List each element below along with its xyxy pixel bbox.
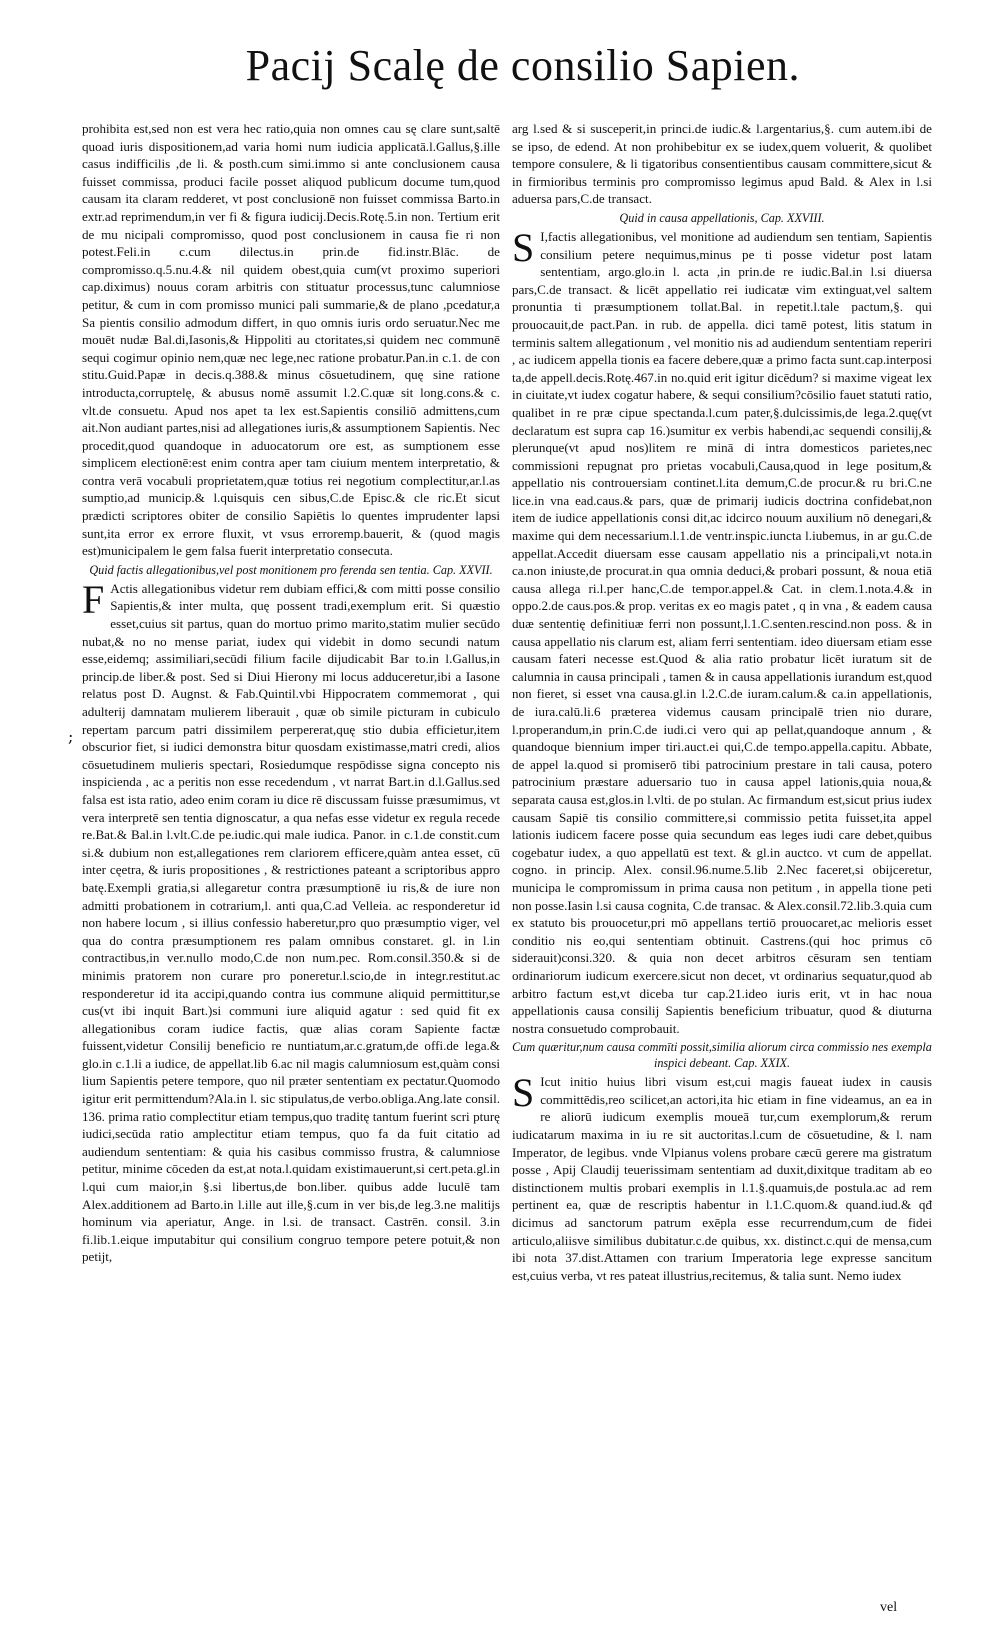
paragraph: [512, 1070, 932, 1284]
chapter-heading-text: Cum quæritur,num causa commīti possit,similia aliorum circa commissio nes exempla inspici debeant.: [512, 1040, 932, 1071]
chapter-heading-text: Quid factis allegationibus,vel post monitionem pro ferenda sen tentia.: [89, 562, 430, 577]
drop-cap: S: [512, 224, 535, 270]
chapter-number: Cap. XXVII.: [432, 562, 493, 577]
chapter-heading: [512, 210, 932, 226]
paragraph-text: Actis allegationibus videtur rem dubiam effici,& com mitti posse consilio Sapientis,& inter multa, quę possent tradi,exemplum erit. Si quæstio esset,cuius sit partus, quan do mortuo primo marito,statim mulier secūdo nubat,& no no mense pariat, iudex qui videbit in domo secundi natum esse,eidemq; assimiliari,secūdi filium facile dijudicabit Bar to.in l.Gallus,in princip.de liber.& post. Sed si Diui Hierony mi locus adduceretur,ibi a Iasone relatus post D. Augnst. & Fab.Quintil.vbi Hippocratem commemorat , qui adulterij damnatam mulierem liberauit , quæ ob simile picturam in cubiculo repertam parcum patri dissimilem perpererat,quę stio dubia efficietur,item obscurior fiet, si iudici demonstra bitur quosdam existimasse,matri credi, alios cōsuetudinem mulieris spectari, Rosiedumque respōdisse signa concepto nis inspicienda , ac a peritis non esse recedendum , vt narrat Bart.in d.l.Gallus.sed falsa est ista ratio, adeo enim coram iu dice rē discussam fuisse præsumimus, vt vera interpretē sen tentia dignoscatur, a qua nefas esse videtur ex regula recede re.Bat.& Bal.in l.vlt.C.de pe.iudic.qui male iudica. Panor. in c.1.de constit.cum si.& dubium non est,allegationes rem clariorem efficere,quàm antea esset, cū inter cęetra, & iuris propositiones , & restrictiones pateant a scriptoribus appro batę.Exempli gratia,si allegaretur contra præsumptionē iu ris,& de iure non admitti probationem in cotrarium,l. anti qua,C.ad Velleia. ac responderetur id non habere locum , si illius confessio haberetur,pro quo præsumptio viger, vel qua do contra præsumptionem res palam omnibus constaret. gl. in l.in contractibus,in ver.nullo modo,C.de non num.pec. Rom.consil.350.& si de minimis pratorem non curare pro poneretur.l.scio,de in integr.restitut.ac responderetur id ita accipi,quando contra ius commune aliquid permittitur,se cus(vt ibi inquit Bart.)si communi iure aliquid agatur : sed quid fit ex allegationibus coram iudice factis, quæ alias coram Sapiente factæ fuissent,videtur Consilij beneficio re nuntiatum,ar.c.gratum,de offi.de lega.& glo.in c.1.li a iudice, de appellat.lib 6.ac nil magis calumniosum est,quàm consi lium Sapientis petere tempore, quo nil præter sententiam ex pectatur.Quomodo igitur erit permittendum?Ala.in l. sic stipulatus,de verbo.obliga.Ang.late consil. 136. prima ratio complectitur etiam tempus,quo traditę tantum fuerint scri pturę iudici,secūda ratio amplectitur etiam tempus, quo fa da fuit citatio ad audiendum sententiam: & quia his casibus commisso frustra, & calumniose petitur, minime cōceden da est,at nota.l.quidam existimauerunt,si cert.peta.gl.in l.qui cum maior,in §.si libertus,de bon.liber. quibus adde luculē tam Alex.additionem ad Barto.in l.ille aut ille,§.cum in ver bis,de leg.3.ne malitijs hominum via aperiatur, Ange. in l.si. de transact. Castrēn. consil. 3.in fi.lib.1.eique imputabitur qui consilium congruo tempore petere potuit,& non petijt,: [82, 580, 500, 1265]
paragraph-text: Icut initio huius libri visum est,cui magis faueat iudex in causis committēdis,reo scilicet,an actori,ita hic etiam in fine videamus, an ea in re aliorū iudicum exemplis moueā tur,cum exemplorum,& rerum iudicatarum maxima in iu re sit auctoritas.l.cum de cōsuetudine, & l. nam Imperator, de legibus. vnde Vlpianus volens probare cæcū gerere ma gistratum posse , Apij Claudij teuerissimam sententiam ad duxit,dixitque traditam ab eo distinctionem multis probari exemplis in l.1.§.quamuis,de postula.ac ad rem pertinent ea, quæ de rescriptis habentur in l.1.C.quom.& quand.iud.& qđ dicimus ad sanctorum patrum exēpla esse recurrendum,cum de fidei articulo,aliisve similibus dubitatur.c.de quibus, xx. distinct.c.qui de mensa,cum ibi nota 37.dist.Attamen con trarium Imperatoria lege expresse sancitum est,cuius verba, vt res pateat illustrius,recitemus, & talia sunt. Nemo iudex: [512, 1074, 932, 1283]
chapter-number: Cap. XXVIII.: [760, 210, 825, 225]
chapter-number: Cap. XXIX.: [734, 1056, 791, 1071]
right-column: [512, 120, 932, 1284]
chapter-heading: [512, 1039, 932, 1071]
drop-cap: S: [512, 1070, 535, 1116]
paragraph: arg l.sed & si susceperit,in princi.de iudic.& l.argentarius,§. cum autem.ibi de se ipso, de edend. At non prohibebitur ex se iudex,quem voluerit, & quolibet tempore consulere, & li tigatoribus consentientibus causam committere,sicut & in firmioribus terminis pro compromisso legimus apud Bald. & Alex in l.si aduersa pars,C.de transact.: [512, 121, 932, 207]
drop-cap: F: [82, 576, 105, 622]
marginal-marker: ;: [68, 727, 74, 746]
left-column: [82, 120, 500, 1266]
paragraph: [512, 224, 932, 1037]
chapter-heading: [82, 562, 500, 578]
catchword: vel: [880, 1600, 898, 1615]
paragraph: [82, 576, 500, 1266]
paragraph: prohibita est,sed non est vera hec ratio,quia non omnes cau sę clare sunt,saltē quoad iuris dispositionem,ad varia homi num iudicia applicatā.l.Gallus,§.ille casus indifficilis ,de li. & posth.cum simi.immo si ante conclusionem causa fuisset commissa, produci facile posset aliquod publicum docume tum,quod causam ita claram redderet, vt post conclusionē non fuisset commissa Barto.in extr.ad reprimendum,in ver fi & figura iudicij.Decis.Rotę.5.in non. Tertium erit de mu nicipali compromisso, quod post conclusionem in causa fie ri non potest.Feli.in c.cum dilectus.in prin.de fid.instr.Blāc. de compromisso.q.5.nu.4.& nil quidem obest,quia cum(vt proximo superiori cap.diximus) nouus coram arbitris con stituatur processus,tunc calumniose petitur, & cum in com promisso munici pali summarie,& de plano ,pcedatur,a Sa pientis consilio admodum differt, in quo omnis iuris ordo seruatur.Nec me mouēt nudæ Bal.di,Iasonis,& Hippoliti au ctoritates,si quidem nec communē sequi cogimur opinio nem,quæ nec lege,nec ratione probatur.Pan.in c.1. de con stitu.Guid.Papæ in decis.q.388.& minus cōsuetudinem, quę sine ratione introducta,corruptelę, & abusus nomē assumit l.2.C.quæ sit long.cons.& c. vlt.de consuetu. Apud nos apet ta lex est.Sapientis consiliō admittens,cum ait.Non audiant partes,nisi ad allegationes iuris,& assumptionem Sapientis. Nec procedit,quod quandoque in aduocatorum ore est, as sumptionem esse simplicem electionē:est enim contra aper tam ciuium mentem interpretatio, & contra verā vocabuli proprietatem,quæ totius rei negotium complectitur,ar.l.as sumptio,ad municip.& l.quisquis cen sibus,C.de Episc.& cle ric.Et sicut prædicti scriptores obiter de consilio Sapiētis lo quentes imprudenter lapsi sunt,ita error ex errore fluxit, vt vsus erroremp.bauerit, & (quod magis est)municipalem le gem falsa fuerit interpretatio consecuta.: [82, 121, 500, 559]
chapter-heading-text: Quid in causa appellationis,: [619, 210, 758, 225]
running-title: Pacij Scalę de consilio Sapien.: [245, 41, 800, 90]
page-header: [0, 40, 1000, 91]
paragraph-text: I,factis allegationibus, vel monitione ad audiendum sen tentiam, Sapientis consilium petere nequimus,minus pe ti posse videtur post latam sententiam, argo.glo.in l. acta ,in prin.de re iudic.Bal.in l.si diuersa pars,C.de transact. & licēt appellatio rei iudicatæ vim extinguat,vel saltem pronuntia ti præsumptionem tollat.Bal. in repetit.l.tale pactum,§. qui prouocauit,de pact.Pan. in rub. de appella. dici tamē potest, litis statum in terminis saltem allegationum , vel monitio nis ad audiendum sententiam reperiri , ac iudicem appella tionis ea facere debere,quæ a primo facta sunt.cap.interposi ta,de appell.decis.Rotę.467.in no.quid erit igitur dicēdum? si maxime vigeat lex in ciuitate,vt iudex cogatur habere, & sequi consilium?cōsilio fauet statuti ratio, qualibet in re præ cipue spectanda.l.cum pater,§.dulcissimis,de lega.2.quę(vt declaratum est supra cap 16.)sumitur ex verbis habendi,ac sequendi consilij,& plerunque(vt apud nos)litem re minā di intra domesticos parietes,nec commissioni repugnat pro prietas vocabuli,Causa,quod in lege positum,& appellatio nis controuersiam continet.l.ita demum,C.de procur.& ru bri.C.ne lice.in vna ead.caus.& pars, quæ de primarij iudicis doctrina confidebat,non item de iudice appellationis consi dit,ac idcirco nouum auxilium nō denegari,& maxime qui dem necessarium.l.1.de ventr.inspic.iuncta l.iubemus, in ar gu.C.de appellat.Accedit diuersam esse causam appellatio nis a principali,vt nota.in ca.non iniuste,de procurat.in qua omnia deduci,& probari possunt, & noua etiā causa allega ri.l.per hanc,C.de tempor.appel.& Cat. in clem.1.nota.4.& in oppo.2.de caus.pos.& prop. veritas ex eo magis patet , q in vna , & eadem causa duæ sententię definitiuæ ferri non possunt,l.1.C.senten.rescind.non poss. & in causa appellatio nis clarum est, aliam ferri sententiam. ideo diuersam etiam esse causam fateri necesse est.Quod & alia ratio probatur licēt iuratum sit de calumnia in causa principali , tamen & in causa appellationis iurandum est,quod non fieret, si esset vna causa.gl.in l.2.C.de iuram.calum.& ca.in appellationis, de iura.calū.li.6 præterea videmus causam principalē trien nio durare, l.properandum,in prin.C.de iudi.ci vero qui ap pellat,quandoque annum , & quandoque biennium imper tiri.auct.ei qui,C.de tempo.appella.capitu. Abbate, de appel la.quod si promiserō tibi patrocinium prestare in tali causa, potero patrocinium præstare aduersario tuo in causa appel lationis,quia noua,& separata causa est,glos.in l.vlti. de po stulan. Ac firmandum est,sicut prius iudex causam Sapiē tis consilio committere,si commissio petita fuisset,ita appel lationis iudicem facere posse quia secundum eas leges iudi care debet,quibus cogebatur iudex, a quo appellatū est text. & gl.in auctco. vt cum de appellat. cogno. in princip. Alex. consil.96.nume.5.lib 2.Nec faceret,si obijceretur, municipa le compromissum in prima causa non petitum , in appella tione peti non posse.Iasin l.si causa cognita, C.de transac. & Alex.consil.72.lib.3.quia cum ex statuto bis prouocetur,pri mō appellans tertiō prouocaret,ac melioris esset conditio nis eo,qui sententiam obtinuit. Castrens.(qui hoc primus cō siderauit)consi.320. & quia non decet arbitros cēsuram sen tentiam ordinariorum iudicum exercere.sicut non decet, vt ordinarius sequatur,quod ab arbitro factum est,vt diceba tur cap.21.ideo iuris erit, vt in hac noua appellationis causa consilij Sapientis beneficium tribuatur, quod & diuturna nostra consuetudo comprobauit.: [512, 228, 932, 1036]
